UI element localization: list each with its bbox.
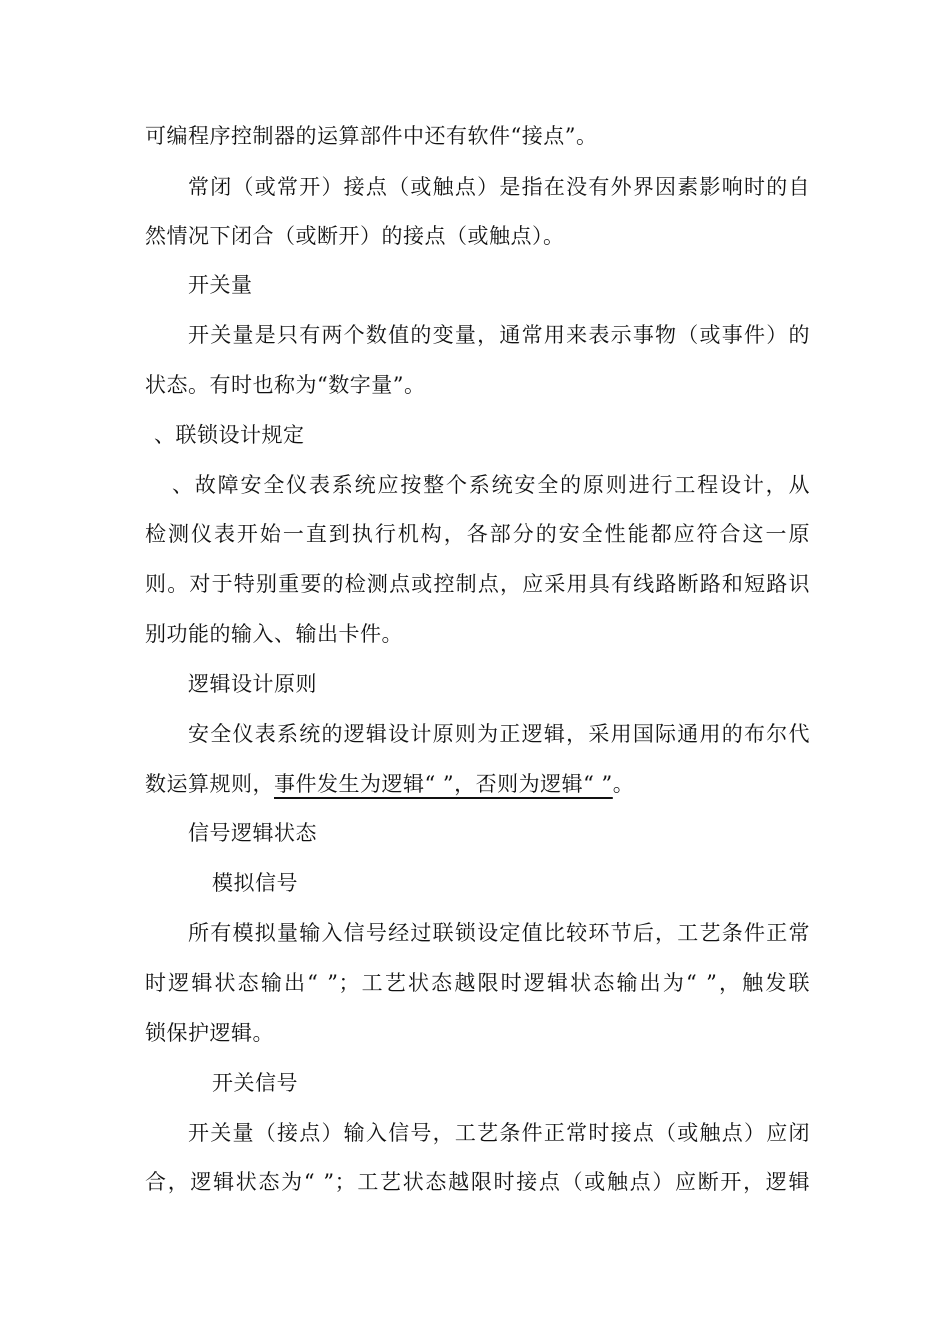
paragraph-line: 锁保护逻辑。	[145, 1021, 274, 1045]
paragraph-line: 合，逻辑状态为“ ”；工艺状态越限时接点（或触点）应断开，逻辑	[145, 1170, 810, 1194]
paragraph-line: 然情况下闭合（或断开）的接点（或触点）。	[145, 224, 565, 248]
underlined-text: 事件发生为逻辑“ ”，否则为逻辑“ ”	[274, 772, 613, 796]
paragraph-line: 开关量是只有两个数值的变量，通常用来表示事物（或事件）的	[188, 323, 810, 347]
section-heading: 信号逻辑状态	[188, 821, 317, 845]
section-heading: 逻辑设计原则	[188, 672, 317, 696]
section-heading: 开关量	[188, 273, 253, 297]
text-run: 数运算规则，	[145, 772, 274, 796]
paragraph-line: 安全仪表系统的逻辑设计原则为正逻辑，采用国际通用的布尔代	[188, 722, 810, 746]
paragraph-line: 开关量（接点）输入信号，工艺条件正常时接点（或触点）应闭	[188, 1121, 810, 1145]
paragraph-line: 常闭（或常开）接点（或触点）是指在没有外界因素影响时的自	[188, 175, 810, 199]
subsection-heading: 模拟信号	[212, 871, 298, 895]
paragraph-line: 所有模拟量输入信号经过联锁设定值比较环节后，工艺条件正常	[188, 921, 810, 945]
paragraph-line: 别功能的输入、输出卡件。	[145, 622, 403, 646]
paragraph-line	[145, 769, 810, 799]
paragraph-line: 状态。有时也称为“数字量”。	[145, 373, 426, 397]
section-heading: 、联锁设计规定	[154, 423, 305, 447]
text-run: 。	[612, 772, 635, 796]
paragraph-line: 、故障安全仪表系统应按整个系统安全的原则进行工程设计，从	[172, 473, 810, 497]
subsection-heading: 开关信号	[212, 1071, 298, 1095]
paragraph-line: 可编程序控制器的运算部件中还有软件“接点”。	[145, 124, 598, 148]
paragraph-line: 时逻辑状态输出“ ”；工艺状态越限时逻辑状态输出为“ ”，触发联	[145, 971, 810, 995]
paragraph-line: 检测仪表开始一直到执行机构，各部分的安全性能都应符合这一原	[145, 522, 810, 546]
paragraph-line: 则。对于特别重要的检测点或控制点，应采用具有线路断路和短路识	[145, 572, 810, 596]
